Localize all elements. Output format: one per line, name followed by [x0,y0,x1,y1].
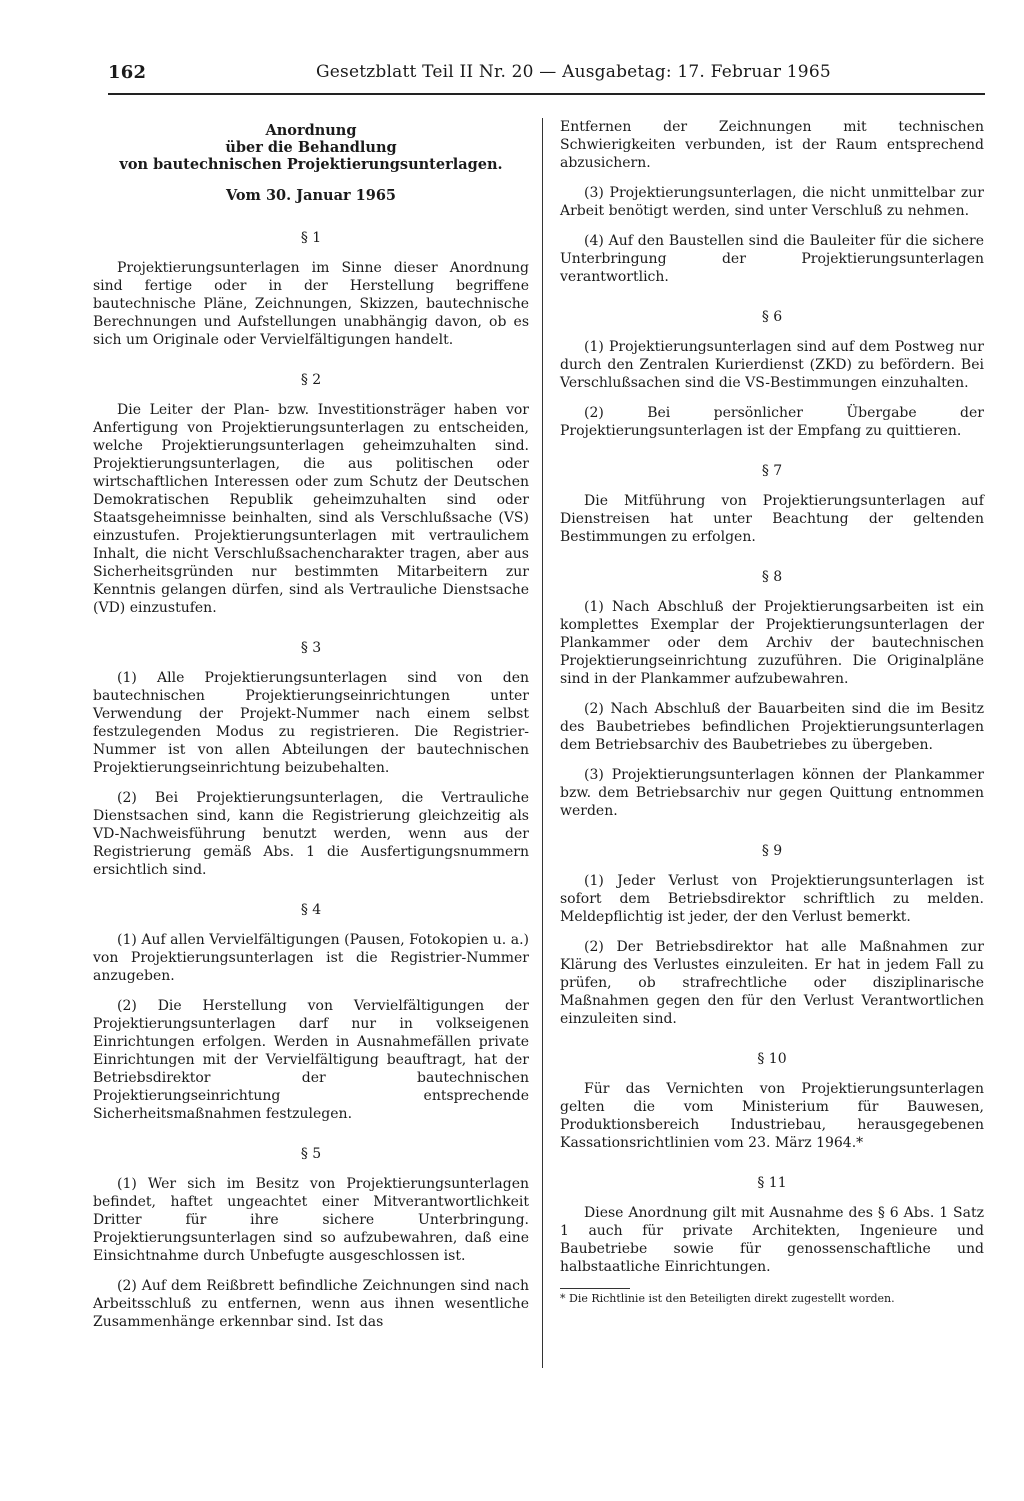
section-heading-4: § 4 [300,902,322,918]
paragraph: Die Leiter der Plan- bzw. Investitionsträger haben vor Anfertigung von Projektierungsunterlagen zu entscheiden, welche Projektierungsunterlagen geheimzuhalten sind. Projektierungsunterlagen, die aus politischen oder wirtschaftlichen Interessen oder zum Schutz der Deutschen Demokratischen Republik geheimzuhalten sind oder Staatsgeheimnisse beinhalten, sind als Verschlußsache (VS) einzustufen. Projektierungsunterlagen mit vertraulichem Inhalt, die nicht Verschlußsachencharakter tragen, aber aus Sicherheitsgründen nur bestimmten Mitarbeitern zur Kenntnis gelangen dürfen, sind als Vertrauliche Dienstsache (VD) einzustufen. [93,402,529,616]
section-heading-9: § 9 [761,843,783,859]
section-heading-3: § 3 [300,640,322,656]
column-divider [542,118,543,1368]
section-heading-2: § 2 [300,372,322,388]
page-number: 162 [108,62,147,83]
right-column [560,118,984,1306]
section-heading-1: § 1 [300,230,322,246]
section-heading-6: § 6 [761,309,783,325]
paragraph: Für das Vernichten von Projektierungsunterlagen gelten die vom Ministerium für Bauwesen, Produktionsbereich Industriebau, herausgegebenen Kassationsrichtlinien vom 23. März 1964.* [560,1081,984,1151]
title-line: von bautechnischen Projektierungsunterlagen. [119,156,503,173]
paragraph: (2) Bei Projektierungsunterlagen, die Vertrauliche Dienstsachen sind, kann die Registrierung gleichzeitig als VD-Nachweisführung benutzt werden, wenn aus der Registrierung gemäß Abs. 1 die Ausfertigungsnummern ersichtlich sind. [93,790,529,878]
paragraph: (2) Der Betriebsdirektor hat alle Maßnahmen zur Klärung des Verlustes einzuleiten. Er hat in jedem Fall zu prüfen, ob strafrechtliche oder disziplinarische Maßnahmen gegen den für den Verlust Verantwortlichen einzuleiten sind. [560,939,984,1027]
document-date: Vom 30. Januar 1965 [225,187,397,204]
paragraph: (2) Bei persönlicher Übergabe der Projektierungsunterlagen ist der Empfang zu quittieren. [560,405,984,439]
paragraph: (1) Nach Abschluß der Projektierungsarbeiten ist ein komplettes Exemplar der Projektierungsunterlagen der Plankammer oder dem Archiv der bautechnischen Projektierungseinrichtung zuzuführen. Die Originalpläne sind in der Plankammer aufzubewahren. [560,599,984,687]
paragraph: (2) Auf dem Reißbrett befindliche Zeichnungen sind nach Arbeitsschluß zu entfernen, wenn aus ihnen wesentliche Zusammenhänge erkennbar sind. Ist das [93,1278,529,1330]
section-heading-7: § 7 [761,463,783,479]
section-heading-5: § 5 [300,1146,322,1162]
paragraph: (1) Wer sich im Besitz von Projektierungsunterlagen befindet, haftet ungeachtet einer Mitverantwortlichkeit Dritter für ihre sichere Unterbringung. Projektierungsunterlagen sind so aufzubewahren, daß eine Einsichtnahme durch Unbefugte ausgeschlossen ist. [93,1176,529,1264]
document-title [93,122,529,173]
page-header [108,58,983,88]
paragraph: (4) Auf den Baustellen sind die Bauleiter für die sichere Unterbringung der Projektierungsunterlagen verantwortlich. [560,233,984,285]
section-heading-10: § 10 [757,1051,787,1067]
paragraph: Projektierungsunterlagen im Sinne dieser Anordnung sind fertige oder in der Herstellung begriffene bautechnische Pläne, Zeichnungen, Skizzen, bautechnische Berechnungen und Aufstellungen unabhängig davon, ob es sich um Originale oder Vervielfältigungen handelt. [93,260,529,348]
header-rule [108,93,985,95]
paragraph: (2) Nach Abschluß der Bauarbeiten sind die im Besitz des Baubetriebes befindlichen Projektierungsunterlagen dem Betriebsarchiv des Baubetriebes zu übergeben. [560,701,984,753]
title-line: über die Behandlung [225,139,397,156]
paragraph: (3) Projektierungsunterlagen können der Plankammer bzw. dem Betriebsarchiv nur gegen Quittung entnommen werden. [560,767,984,819]
paragraph: (2) Die Herstellung von Vervielfältigungen der Projektierungsunterlagen darf nur in volkseigenen Einrichtungen erfolgen. Werden in Ausnahmefällen private Einrichtungen mit der Vervielfältigung beauftragt, hat der Betriebsdirektor der bautechnischen Projektierungseinrichtung entsprechende Sicherheitsmaßnahmen festzulegen. [93,998,529,1122]
paragraph: (1) Alle Projektierungsunterlagen sind von den bautechnischen Projektierungseinrichtungen unter Verwendung der Projekt-Nummer nach einem selbst festzulegenden Modus zu registrieren. Die Registrier-Nummer ist von allen Abteilungen der bautechnischen Projektierungseinrichtung beizubehalten. [93,670,529,776]
footnote: * Die Richtlinie ist den Beteiligten direkt zugestellt worden. [560,1292,895,1305]
title-line: Anordnung [265,122,357,139]
paragraph: Die Mitführung von Projektierungsunterlagen auf Dienstreisen hat unter Beachtung der geltenden Bestimmungen zu erfolgen. [560,493,984,545]
paragraph: Diese Anordnung gilt mit Ausnahme des § 6 Abs. 1 Satz 1 auch für private Architekten, Ingenieure und Baubetriebe sowie für genossenschaftliche und halbstaatliche Einrichtungen. [560,1205,984,1275]
paragraph: (1) Auf allen Vervielfältigungen (Pausen, Fotokopien u. a.) von Projektierungsunterlagen ist die Registrier-Nummer anzugeben. [93,932,529,984]
footnote-rule [560,1288,630,1289]
section-heading-8: § 8 [761,569,783,585]
left-column [93,118,529,1343]
running-title: Gesetzblatt Teil II Nr. 20 — Ausgabetag: 17. Februar 1965 [316,62,831,82]
paragraph: (1) Jeder Verlust von Projektierungsunterlagen ist sofort dem Betriebsdirektor schriftlich zu melden. Meldepflichtig ist jeder, der den Verlust bemerkt. [560,873,984,925]
paragraph: (1) Projektierungsunterlagen sind auf dem Postweg nur durch den Zentralen Kurierdienst (ZKD) zu befördern. Bei Verschlußsachen sind die VS-Bestimmungen einzuhalten. [560,339,984,391]
section-heading-11: § 11 [757,1175,787,1191]
paragraph: (3) Projektierungsunterlagen, die nicht unmittelbar zur Arbeit benötigt werden, sind unter Verschluß zu nehmen. [560,185,984,219]
paragraph: Entfernen der Zeichnungen mit technischen Schwierigkeiten verbunden, ist der Raum entsprechend abzusichern. [560,119,984,171]
